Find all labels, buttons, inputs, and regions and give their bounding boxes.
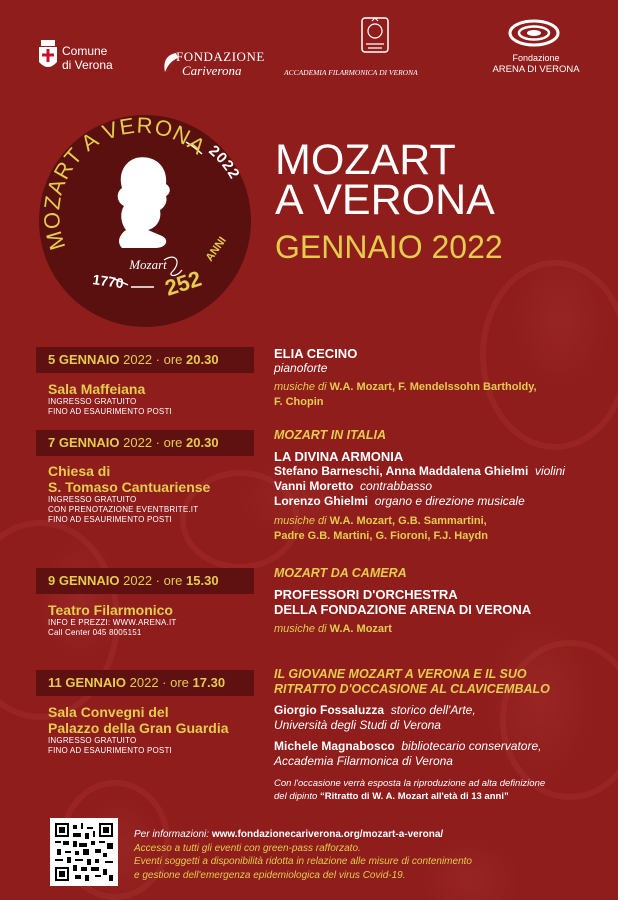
venue-note: INGRESSO GRATUITO	[48, 495, 137, 504]
event-time: 17.30	[192, 675, 226, 690]
footer-greenpass: Accesso a tutti gli eventi con green-pass rafforzato.	[134, 842, 361, 854]
series-title: RITRATTO D'OCCASIONE AL CLAVICEMBALO	[274, 682, 550, 696]
event-program	[274, 667, 550, 803]
event-date: 5 GENNAIO	[48, 352, 120, 367]
event-date: 9 GENNAIO	[48, 573, 120, 588]
series-title: IL GIOVANE MOZART A VERONA E IL SUO	[274, 667, 527, 681]
badge-birth-year: 1770	[91, 271, 125, 292]
ensemble-name: DELLA FONDAZIONE ARENA DI VERONA	[274, 602, 532, 617]
badge-arc-text: MOZART A VERONA	[38, 112, 211, 254]
speaker-role: bibliotecario conservatore,	[401, 739, 542, 753]
music-label: musiche di	[274, 623, 327, 635]
event-program	[274, 428, 565, 544]
venue-note: INFO E PREZZI: WWW.ARENA.IT	[48, 618, 177, 627]
badge-year: 2022	[205, 142, 244, 183]
exhibition-note: del dipinto	[274, 791, 320, 802]
accademia-crest-icon	[360, 16, 390, 56]
badge-anni-number: 252	[161, 265, 205, 301]
exhibition-note: Con l'occasione verrà esposta la riproduzione ad alta definizione	[274, 778, 546, 789]
performer-instrument: pianoforte	[274, 361, 328, 375]
anniversary-badge	[36, 112, 254, 330]
performer-role: contrabbasso	[360, 479, 433, 493]
speaker-role: Accademia Filarmonica di Verona	[274, 754, 453, 768]
ensemble-name: LA DIVINA ARMONIA	[274, 449, 404, 464]
speaker-role: Università degli Studi di Verona	[274, 718, 441, 732]
speaker-name: Michele Magnabosco	[274, 739, 395, 753]
footer-info	[134, 828, 472, 882]
painting-title: “Ritratto di W. A. Mozart all'età di 13 anni”	[319, 791, 509, 802]
fondazione-line2: Cariverona	[182, 63, 242, 78]
mozart-signature: Mozart	[129, 257, 167, 272]
info-label: Per informazioni:	[134, 829, 210, 840]
venue-name: Chiesa di	[48, 463, 111, 479]
title-subtitle: GENNAIO 2022	[275, 229, 503, 265]
event-date-bar	[36, 670, 254, 696]
venue-note: FINO AD ESAURIMENTO POSTI	[48, 515, 172, 524]
fondazione-line1: FONDAZIONE	[176, 49, 265, 64]
performer-name: Lorenzo Ghielmi	[274, 494, 369, 508]
arena-line1: Fondazione	[512, 53, 560, 63]
performer-role: organo e direzione musicale	[374, 494, 525, 508]
venue-name: S. Tomaso Cantuariense	[48, 479, 211, 495]
speaker-role: storico dell'Arte,	[390, 703, 476, 717]
venue-note: FINO AD ESAURIMENTO POSTI	[48, 746, 172, 755]
comune-line1: Comune	[62, 44, 108, 58]
composers: F. Chopin	[274, 396, 324, 408]
performer-name: Vanni Moretto	[274, 479, 354, 493]
qr-code-icon	[55, 823, 113, 881]
event-venue	[48, 381, 172, 417]
event-venue	[48, 704, 229, 756]
footer-disclaimer: Eventi soggetti a disponibilità ridotta in relazione alle misure di contenimento	[134, 856, 472, 867]
title-block	[275, 136, 503, 265]
qr-code[interactable]	[50, 818, 118, 886]
performer-name: ELIA CECINO	[274, 346, 358, 361]
venue-name: Palazzo della Gran Guardia	[48, 720, 229, 736]
info-url[interactable]: www.fondazionecariverona.org/mozart-a-verona/	[211, 829, 444, 840]
composers: W.A. Mozart	[329, 623, 392, 635]
event-time: 20.30	[186, 352, 219, 367]
venue-name: Sala Convegni del	[48, 704, 169, 720]
venue-note: CON PRENOTAZIONE EVENTBRITE.IT	[48, 505, 199, 514]
venue-note: INGRESSO GRATUITO	[48, 736, 137, 745]
event-date-bar	[36, 568, 254, 594]
footer-disclaimer: e gestione dell'emergenza epidemiologica del virus Covid-19.	[134, 869, 406, 881]
composers: Padre G.B. Martini, G. Fioroni, F.J. Haydn	[274, 530, 488, 542]
venue-note: Call Center 045 8005151	[48, 628, 142, 637]
music-label: musiche di	[274, 381, 327, 393]
ensemble-name: PROFESSORI D'ORCHESTRA	[274, 587, 458, 602]
arena-line2: ARENA DI VERONA	[492, 64, 580, 75]
event-year-time-label: 2022 · ore	[119, 573, 187, 588]
event-program	[274, 566, 531, 637]
title-line1: MOZART	[275, 136, 456, 184]
event-date-bar	[36, 347, 254, 373]
event-time: 20.30	[186, 435, 219, 450]
composers: W.A. Mozart, F. Mendelssohn Bartholdy,	[329, 381, 537, 393]
music-label: musiche di	[274, 515, 327, 527]
accademia-name: ACCADEMIA FILARMONICA DI VERONA	[284, 68, 418, 77]
badge-graphic	[36, 112, 254, 330]
venue-note: INGRESSO GRATUITO	[48, 397, 137, 406]
event-program	[274, 346, 537, 410]
event-year-time-label: 2022 · ore	[126, 675, 193, 690]
speaker-name: Giorgio Fossaluzza	[274, 703, 385, 717]
event-time: 15.30	[186, 573, 219, 588]
event-date-bar	[36, 430, 254, 456]
venue-note: FINO AD ESAURIMENTO POSTI	[48, 407, 172, 416]
badge-anni-label: ANNI	[203, 234, 229, 264]
event-venue	[48, 463, 210, 525]
performer-name: Stefano Barneschi, Anna Maddalena Ghielmi	[274, 464, 529, 478]
performer-role: violini	[534, 464, 565, 478]
event-venue	[48, 602, 177, 638]
series-title: MOZART IN ITALIA	[274, 428, 387, 442]
composers: W.A. Mozart, G.B. Sammartini,	[329, 515, 487, 527]
comune-line2: di Verona	[62, 58, 113, 72]
event-date: 11 GENNAIO	[48, 675, 127, 690]
arena-amphitheatre-icon	[508, 18, 560, 48]
venue-name: Sala Maffeiana	[48, 381, 146, 397]
event-date: 7 GENNAIO	[48, 435, 120, 450]
event-year-time-label: 2022 · ore	[119, 352, 187, 367]
venue-name: Teatro Filarmonico	[48, 602, 173, 618]
series-title: MOZART DA CAMERA	[274, 566, 407, 580]
comune-crest-icon	[38, 40, 58, 72]
title-line2: A VERONA	[275, 176, 495, 224]
event-year-time-label: 2022 · ore	[119, 435, 187, 450]
